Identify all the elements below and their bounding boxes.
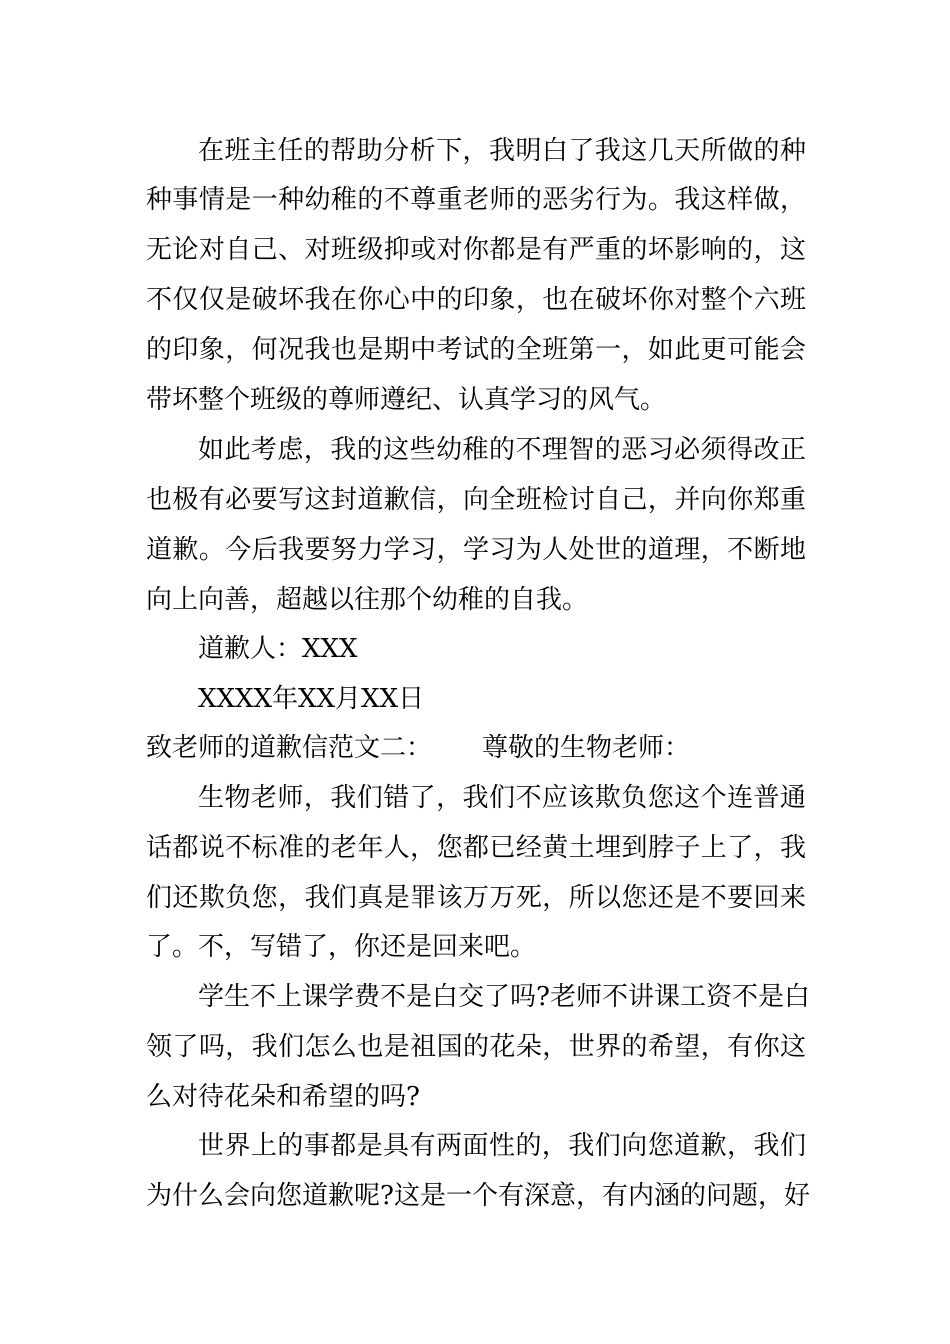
text-line: 领了吗，我们怎么也是祖国的花朵，世界的希望，有你这 bbox=[146, 1032, 806, 1062]
text-line: 在班主任的帮助分析下，我明白了我这几天所做的种 bbox=[198, 136, 806, 166]
text-line: 为什么会向您道歉呢?这是一个有深意，有内涵的问题，好 bbox=[146, 1181, 810, 1211]
text-line: 话都说不标准的老年人，您都已经黄土埋到脖子上了，我 bbox=[146, 833, 806, 863]
text-line: 世界上的事都是具有两面性的，我们向您道歉，我们 bbox=[198, 1131, 806, 1161]
signature: 道歉人：XXX bbox=[198, 634, 358, 664]
section-title: 致老师的道歉信范文二： bbox=[146, 733, 433, 763]
text-line: 不仅仅是破坏我在你心中的印象，也在破坏你对整个六班 bbox=[146, 285, 806, 315]
text-line: 生物老师，我们错了，我们不应该欺负您这个连普通 bbox=[198, 783, 806, 813]
text-line: 的印象，何况我也是期中考试的全班第一，如此更可能会 bbox=[146, 335, 806, 365]
date: XXXX年XX月XX日 bbox=[198, 684, 425, 714]
text-line: 如此考虑，我的这些幼稚的不理智的恶习必须得改正 bbox=[198, 435, 806, 465]
text-line: 学生不上课学费不是白交了吗?老师不讲课工资不是白 bbox=[198, 982, 810, 1012]
text-line: 无论对自己、对班级抑或对你都是有严重的坏影响的，这 bbox=[146, 235, 806, 265]
section-heading bbox=[146, 728, 690, 768]
text-line: 带坏整个班级的尊师遵纪、认真学习的风气。 bbox=[146, 385, 667, 415]
text-line: 向上向善，超越以往那个幼稚的自我。 bbox=[146, 585, 589, 615]
text-line: 们还欺负您，我们真是罪该万万死，所以您还是不要回来 bbox=[146, 883, 806, 913]
salutation: 尊敬的生物老师： bbox=[482, 733, 691, 763]
text-line: 也极有必要写这封道歉信，向全班检讨自己，并向你郑重 bbox=[146, 485, 806, 515]
text-line: 么对待花朵和希望的吗? bbox=[146, 1082, 420, 1112]
text-line: 种事情是一种幼稚的不尊重老师的恶劣行为。我这样做， bbox=[146, 185, 806, 215]
text-line: 道歉。今后我要努力学习，学习为人处世的道理，不断地 bbox=[146, 535, 806, 565]
text-line: 了。不，写错了，你还是回来吧。 bbox=[146, 932, 537, 962]
